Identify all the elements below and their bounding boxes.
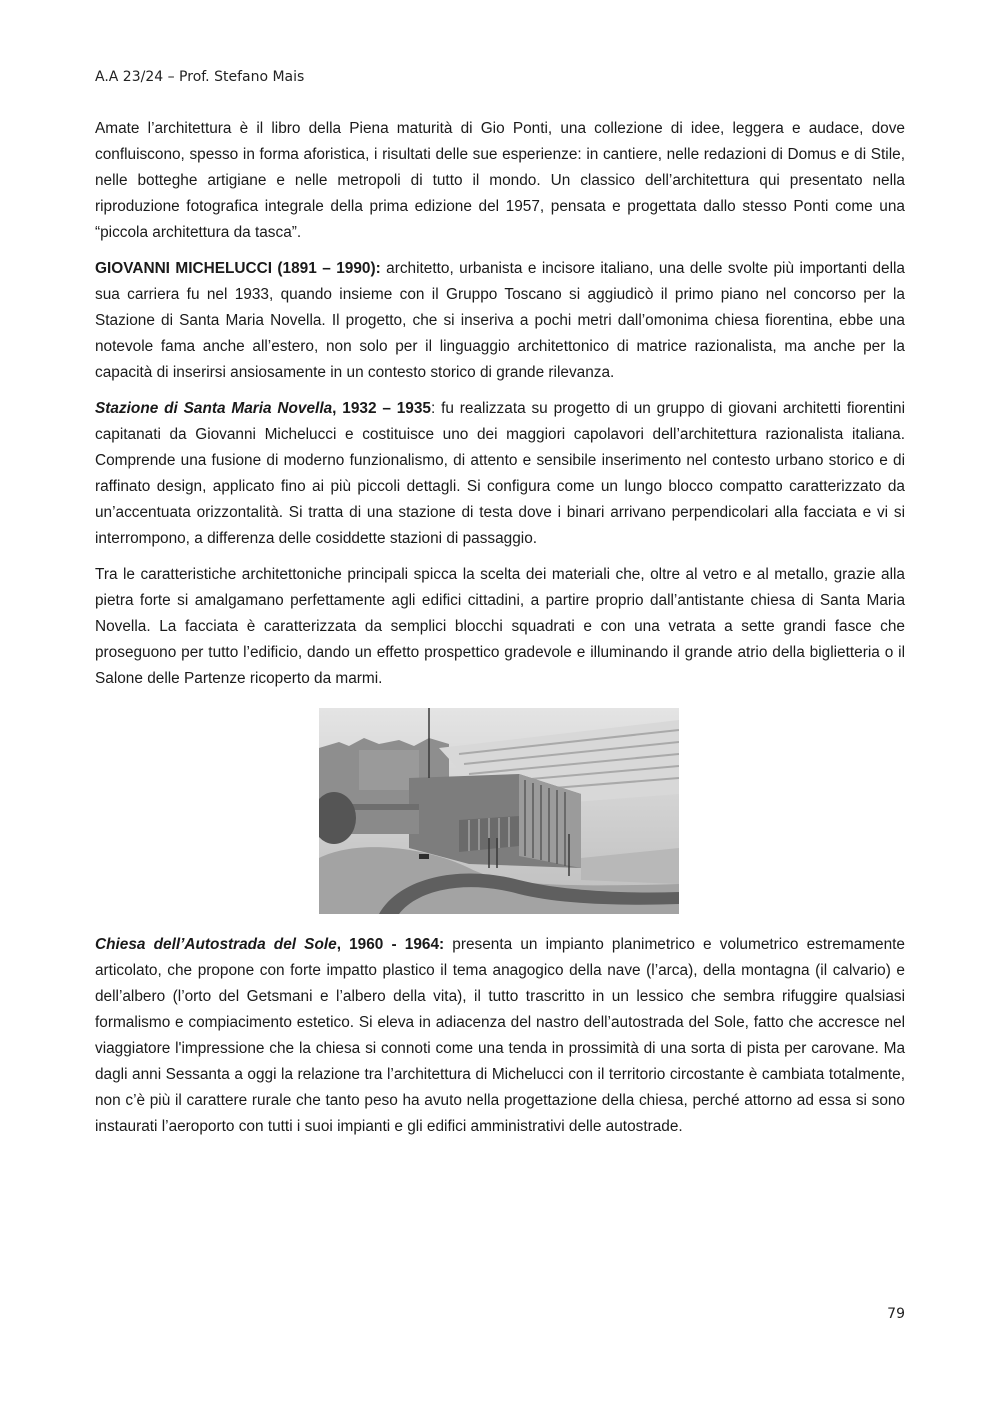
michelucci-heading: GIOVANNI MICHELUCCI (1891 – 1990): (95, 260, 381, 277)
paragraph-ponti: Amate l’architettura è il libro della Piena maturità di Gio Ponti, una collezione di idee, leggera e audace, dove confluiscono, spesso in forma aforistica, i risultati delle sue esperienze: in cantiere, nelle redazioni di Domus e di Stile, nelle botteghe artigiane e nelle metropoli di tutto il mondo. Un classico dell’architettura qui presentato nella riproduzione fotografica integrale della prima edizione del 1957, pensata e progettata dallo stesso Ponti come una “piccola architettura da tasca”. (95, 120, 905, 241)
stazione-title: Stazione di Santa Maria Novella (95, 400, 333, 417)
station-photo (319, 708, 679, 914)
figure (95, 708, 905, 918)
chiesa-title: Chiesa dell’Autostrada del Sole (95, 936, 337, 953)
paragraph-michelucci (95, 256, 905, 386)
paragraph-materiali: Tra le caratteristiche architettoniche principali spicca la scelta dei materiali che, oltre al vetro e al metallo, grazie alla pietra forte si amalgamano perfettamente agli edifici cittadini, a partire proprio dall’antistante chiesa di Santa Maria Novella. La facciata è caratterizzata da semplici blocchi squadrati e con una vetrata a sette grandi fasce che proseguono per tutto l’edificio, dando un effetto prospettico gradevole e illuminando il grande atrio della biglietteria o il Salone delle Partenze ricoperto da marmi. (95, 566, 905, 687)
chiesa-years: , 1960 - 1964: (336, 936, 445, 953)
station-photo-illustration (319, 708, 679, 914)
page-header: A.A 23/24 – Prof. Stefano Mais (95, 69, 305, 85)
michelucci-text: architetto, urbanista e incisore italiano, una delle svolte più importanti della sua carriera fu nel 1933, quando insieme con il Gruppo Toscano si aggiudicò il primo piano nel concorso per la Stazione di Santa Maria Novella. Il progetto, che si inseriva a pochi metri dall’omonima chiesa fiorentina, ebbe una notevole fama anche all’estero, non solo per il linguaggio architettonico di matrice razionalista, ma anche per la capacità di inserirsi ansiosamente in un contesto storico di grande rilevanza. (95, 260, 905, 381)
paragraph-chiesa (95, 932, 905, 1140)
stazione-years: , 1932 – 1935 (332, 400, 431, 417)
chiesa-text: presenta un impianto planimetrico e volumetrico estremamente articolato, che propone con forte impatto plastico il tema anagogico della nave (l’arca), della montagna (il calvario) e dell’albero (l’orto del Getsmani e l’albero della vita), il tutto trascritto in un lessico che sembra rifuggire qualsiasi formalismo e compiacimento estetico. Si eleva in adiacenza del nastro dell’autostrada del Sole, fatto che accresce nel viaggiatore l'impressione che la chiesa si connoti come una tenda in prossimità di una sorta di pista per carovane. Ma dagli anni Sessanta a oggi la relazione tra l’architettura di Michelucci con il territorio circostante è cambiata totalmente, non c’è più il carattere rurale che tanto peso ha avuto nella progettazione della chiesa, perché attorno ad essa si sono instaurati l’aeroporto con tutti i suoi impianti e gli edifici amministrativi delle autostrade. (95, 936, 905, 1135)
stazione-text: : fu realizzata su progetto di un gruppo di giovani architetti fiorentini capitanati da Giovanni Michelucci e costituisce uno dei maggiori capolavori dell’architettura razionalista italiana. Comprende una fusione di moderno funzionalismo, di attento e sensibile inserimento nel contesto urbano storico e di raffinato design, applicato fino ai più piccoli dettagli. Si configura come un lungo blocco compatto caratterizzato da un’accentuata orizzontalità. Si tratta di una stazione di testa dove i binari arrivano perpendicolari alla facciata e vi si interrompono, a differenza delle cosiddette stazioni di passaggio. (95, 400, 906, 547)
document-body (95, 116, 905, 1150)
paragraph-stazione (95, 396, 905, 552)
page-number: 79 (887, 1306, 905, 1322)
